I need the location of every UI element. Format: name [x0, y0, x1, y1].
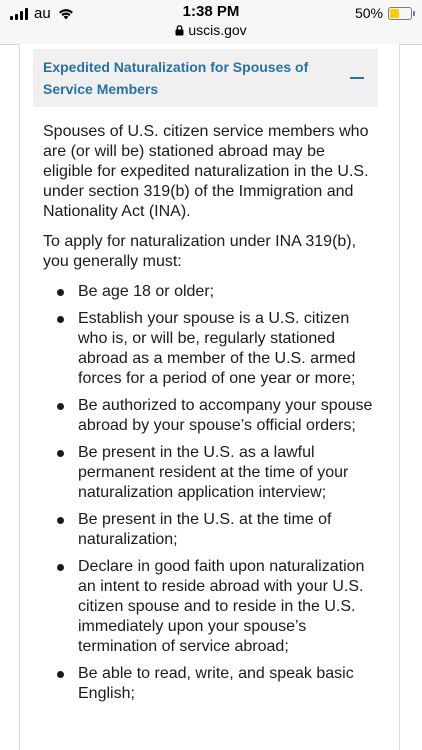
accordion-title[interactable]: Expedited Naturalization for Spouses of Service Members	[43, 59, 309, 97]
list-item-text: Be present in the U.S. as a lawful permanent resident at the time of your naturalization application interview;	[78, 444, 349, 501]
bullet-icon	[57, 517, 64, 524]
list-item-text: Declare in good faith upon naturalization an intent to reside abroad with your U.S. citizen spouse and to reside in the U.S. immediately upon your spouse’s termination of service abroad;	[78, 558, 365, 655]
list-item	[43, 664, 379, 704]
lock-icon	[175, 25, 184, 36]
bullet-icon	[57, 316, 64, 323]
requirements-list	[43, 282, 379, 704]
bullet-icon	[57, 564, 64, 571]
status-bar	[0, 0, 422, 45]
list-item	[43, 510, 379, 550]
bullet-icon	[57, 289, 64, 296]
list-item-text: Be authorized to accompany your spouse abroad by your spouse’s official orders;	[78, 397, 373, 434]
page-content	[19, 44, 400, 750]
battery-percentage: 50%	[354, 5, 383, 21]
battery-icon	[388, 7, 412, 20]
list-item	[43, 557, 379, 657]
list-item-text: Establish your spouse is a U.S. citizen who is, or will be, regularly stationed abroad as a member of the U.S. armed forces for a period of one year or more;	[78, 310, 356, 387]
bullet-icon	[57, 450, 64, 457]
address-bar[interactable]	[0, 22, 422, 38]
bullet-icon	[57, 671, 64, 678]
accordion-body	[43, 122, 379, 711]
list-item-text: Be age 18 or older;	[78, 283, 215, 300]
carrier-name: au	[34, 5, 51, 22]
clock: 1:38 PM	[182, 3, 240, 20]
intro-paragraph: Spouses of U.S. citizen service members who are (or will be) stationed abroad may be eligible for expedited naturalization in the U.S. under section 319(b) of the Immigration and Nationality Act (INA).	[43, 123, 369, 220]
battery-level-fill	[390, 9, 399, 18]
minus-icon[interactable]	[350, 77, 364, 80]
accordion-header[interactable]	[33, 49, 378, 107]
list-item	[43, 443, 379, 503]
list-item	[43, 282, 379, 302]
bullet-icon	[57, 403, 64, 410]
list-item-text: Be able to read, write, and speak basic English;	[78, 665, 354, 702]
status-right	[355, 5, 412, 21]
battery-cap	[413, 11, 415, 16]
requirements-intro: To apply for naturalization under INA 319(b), you generally must:	[43, 233, 357, 270]
list-item	[43, 309, 379, 389]
page-url: uscis.gov	[188, 22, 247, 38]
list-item-text: Be present in the U.S. at the time of naturalization;	[78, 511, 332, 548]
list-item	[43, 396, 379, 436]
